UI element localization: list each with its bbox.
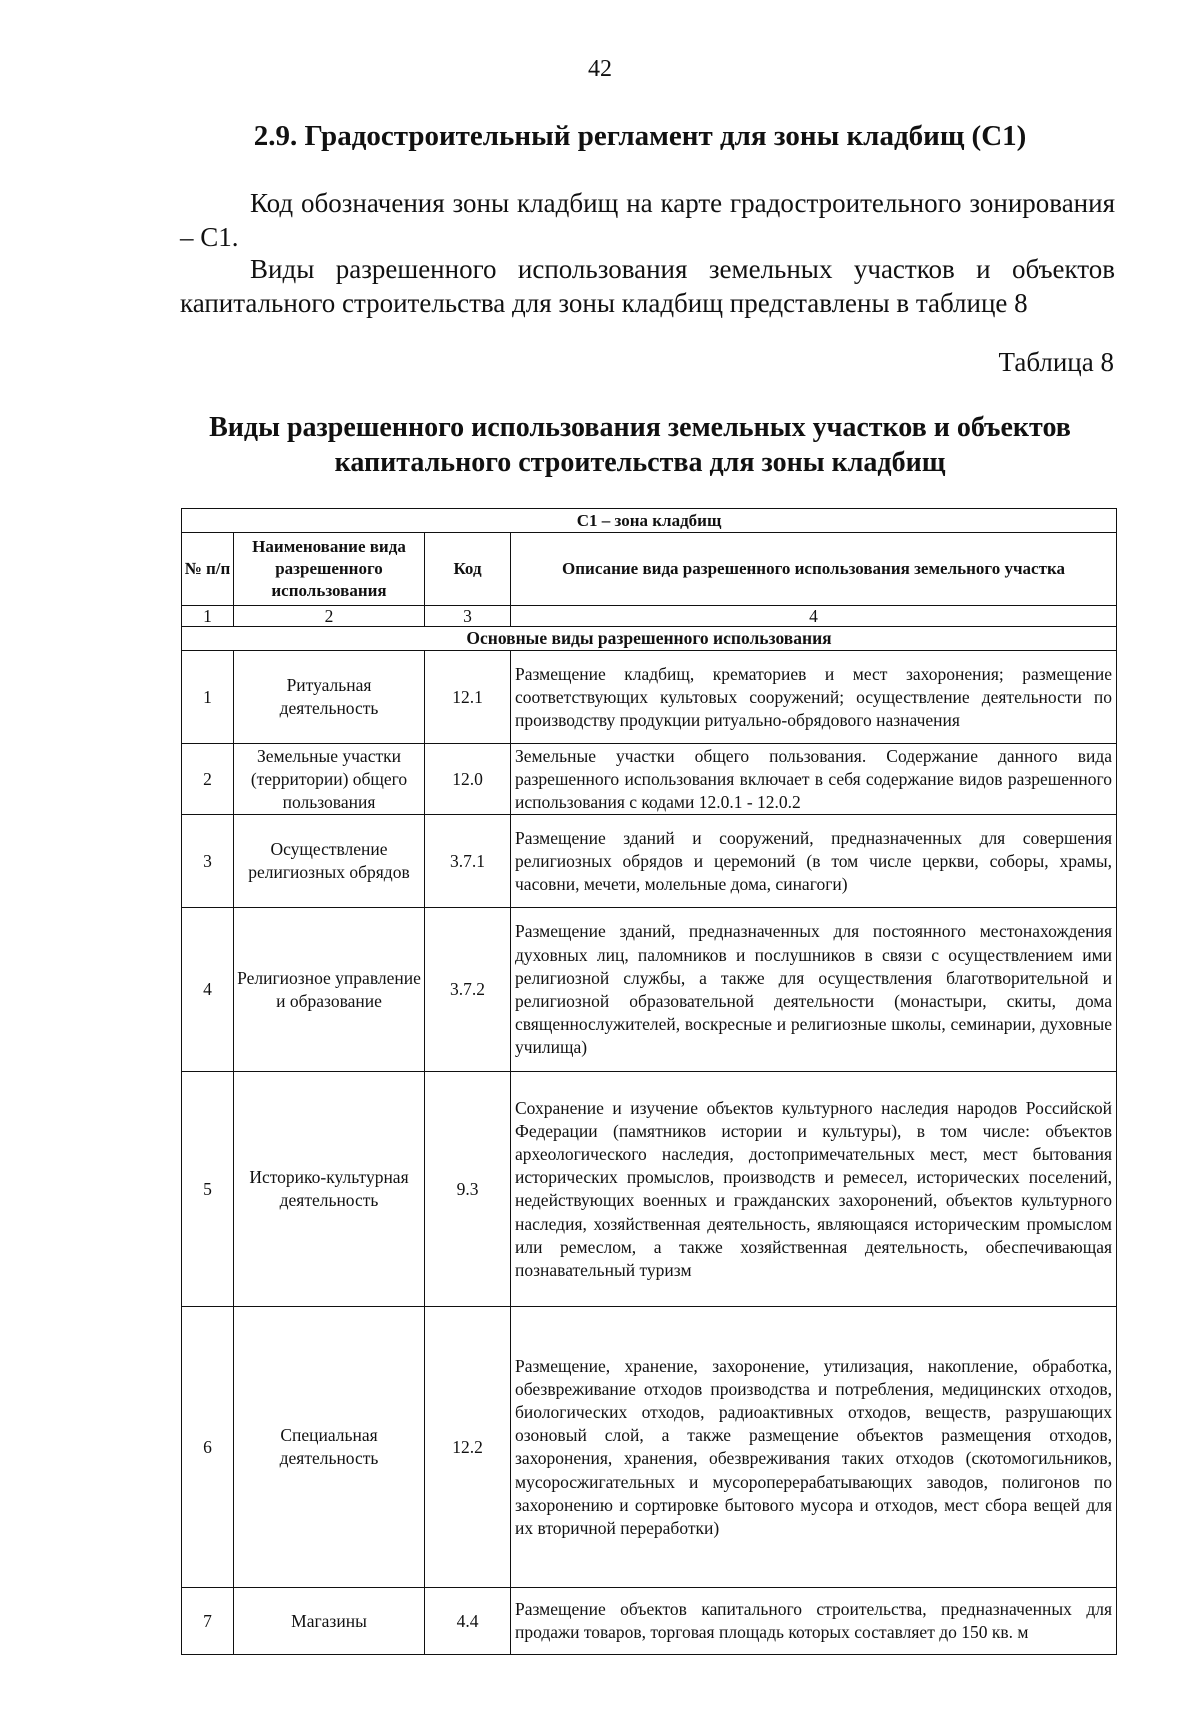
column-header-num: № п/п (182, 533, 234, 606)
row-code: 9.3 (425, 1072, 511, 1307)
paragraph-1-text: Код обозначения зоны кладбищ на карте градостроительного зонирования – С1. (180, 188, 1115, 252)
row-code: 12.2 (425, 1307, 511, 1588)
paragraph-2-text: Виды разрешенного использования земельных участков и объектов капитального строительства для зоны кладбищ представлены в таблице 8 (180, 254, 1115, 318)
table-row (182, 1072, 1117, 1307)
row-name: Религиозное управление и образование (234, 908, 425, 1072)
paragraph-table-reference (180, 252, 1115, 320)
column-index: 4 (511, 606, 1117, 627)
column-header-row (182, 533, 1117, 606)
table-row (182, 908, 1117, 1072)
column-header-code: Код (425, 533, 511, 606)
row-num: 3 (182, 815, 234, 908)
group-header-row (182, 627, 1117, 651)
zone-header: С1 – зона кладбищ (182, 509, 1117, 533)
row-code: 12.1 (425, 651, 511, 744)
row-description: Земельные участки общего пользования. Содержание данного вида разрешенного использования включает в себя содержание видов разрешенного использования с кодами 12.0.1 - 12.0.2 (511, 744, 1117, 815)
table-title: Виды разрешенного использования земельных участков и объектов капитального строительства для зоны кладбищ (209, 412, 1071, 478)
column-index: 2 (234, 606, 425, 627)
row-num: 7 (182, 1588, 234, 1655)
row-name: Специальная деятельность (234, 1307, 425, 1588)
section-heading: 2.9. Градостроительный регламент для зоны кладбищ (С1) (253, 120, 1027, 152)
group-label: Основные виды разрешенного использования (182, 627, 1117, 651)
row-description: Размещение объектов капитального строительства, предназначенных для продажи товаров, торговая площадь которых составляет до 150 кв. м (511, 1588, 1117, 1655)
row-num: 4 (182, 908, 234, 1072)
row-code: 4.4 (425, 1588, 511, 1655)
page-number: 42 (588, 56, 612, 82)
table-row (182, 815, 1117, 908)
row-code: 3.7.2 (425, 908, 511, 1072)
row-description: Размещение зданий, предназначенных для постоянного местонахождения духовных лиц, паломников и послушников в связи с осуществлением ими религиозной службы, а также для осуществления благотворительной и религиозной образовательной деятельности (монастыри, скиты, дома священнослужителей, воскресные и религиозные школы, семинарии, духовные училища) (511, 908, 1117, 1072)
row-description: Сохранение и изучение объектов культурного наследия народов Российской Федерации (памятников истории и культуры), в том числе: объектов археологического наследия, достопримечательных мест, мест бытования исторических промыслов, производств и ремесел, исторических поселений, недействующих военных и гражданских захоронений, объектов культурного наследия, хозяйственная деятельность, являющаяся историческим промыслом или ремеслом, а также хозяйственная деятельность, обеспечивающая познавательный туризм (511, 1072, 1117, 1307)
row-name: Земельные участки (территории) общего пользования (234, 744, 425, 815)
table-label: Таблица 8 (998, 347, 1114, 377)
row-name: Историко-культурная деятельность (234, 1072, 425, 1307)
table-row (182, 744, 1117, 815)
row-name: Ритуальная деятельность (234, 651, 425, 744)
row-description: Размещение кладбищ, крематориев и мест захоронения; размещение соответствующих культовых сооружений; осуществление деятельности по производству продукции ритуально-обрядового назначения (511, 651, 1117, 744)
land-use-table (181, 508, 1117, 1655)
row-name: Осуществление религиозных обрядов (234, 815, 425, 908)
row-description: Размещение зданий и сооружений, предназначенных для совершения религиозных обрядов и церемоний (в том числе церкви, соборы, храмы, часовни, мечети, молельные дома, синагоги) (511, 815, 1117, 908)
column-index: 1 (182, 606, 234, 627)
column-header-description: Описание вида разрешенного использования земельного участка (511, 533, 1117, 606)
table-row (182, 1588, 1117, 1655)
row-description: Размещение, хранение, захоронение, утилизация, накопление, обработка, обезвреживание отходов производства и потребления, медицинских отходов, биологических отходов, радиоактивных отходов, веществ, разрушающих озоновый слой, а также размещение объектов размещения отходов, захоронения, хранения, обезвреживания таких отходов (скотомогильников, мусоросжигательных и мусороперерабатывающих заводов, полигонов по захоронению и сортировке бытового мусора и отходов, мест сбора вещей для их вторичной переработки) (511, 1307, 1117, 1588)
row-code: 3.7.1 (425, 815, 511, 908)
table-row (182, 1307, 1117, 1588)
row-num: 6 (182, 1307, 234, 1588)
column-index-row (182, 606, 1117, 627)
row-num: 2 (182, 744, 234, 815)
row-code: 12.0 (425, 744, 511, 815)
column-index: 3 (425, 606, 511, 627)
column-header-name: Наименование вида разрешенного использования (234, 533, 425, 606)
row-num: 5 (182, 1072, 234, 1307)
row-name: Магазины (234, 1588, 425, 1655)
row-num: 1 (182, 651, 234, 744)
zone-header-row (182, 509, 1117, 533)
table-row (182, 651, 1117, 744)
paragraph-zone-code (180, 186, 1115, 254)
